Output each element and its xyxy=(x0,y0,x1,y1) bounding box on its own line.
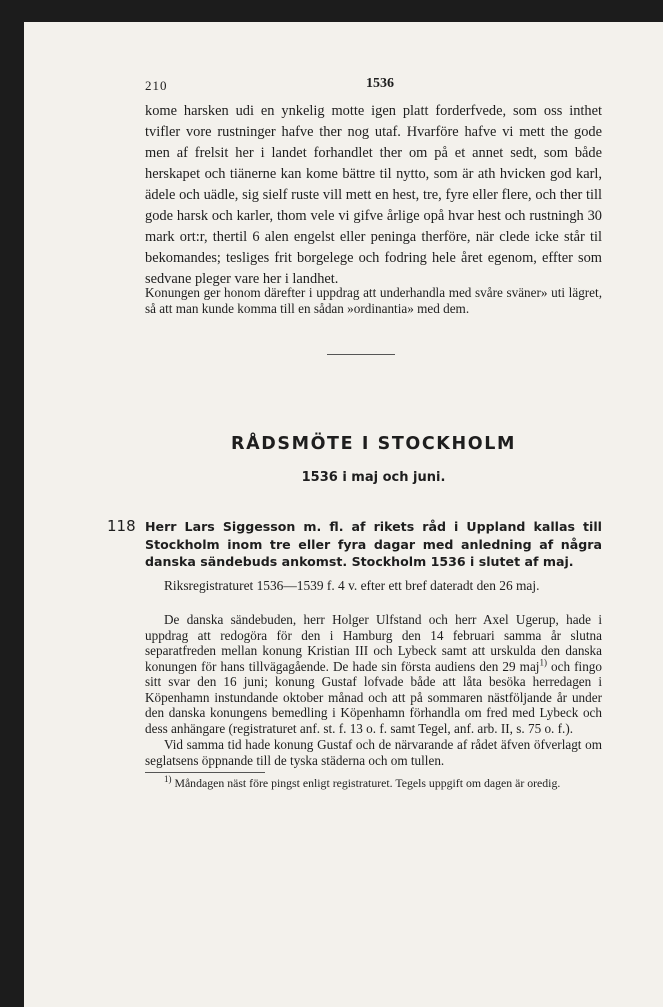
section-title: RÅDSMÖTE I STOCKHOLM xyxy=(231,434,516,454)
document-source: Riksregistraturet 1536—1539 f. 4 v. efter ett bref dateradt den 26 maj. xyxy=(164,578,540,593)
document-heading: Herr Lars Siggesson m. fl. af rikets råd i Uppland kallas till Stockholm inom tre eller fyra dagar med anledning af några danska sändebuds ankomst. Stockholm 1536 i slutet af maj. xyxy=(145,519,602,569)
section-date: 1536 i maj och juni. xyxy=(301,470,446,485)
footnote xyxy=(145,776,602,791)
paragraph-1-text-a: De danska sändebuden, herr Holger Ulfstand och herr Axel Ugerup, hade i uppdrag att redogöra för den i Hamburg den 14 februari samma år slutna separatfreden mellan konung Kristian III och Lybeck samt att urskulda den danska konungen för hans tillvägagående. De hade sin första audiens den 29 maj xyxy=(145,612,602,674)
section-divider xyxy=(327,354,395,355)
footnote-divider xyxy=(145,772,265,773)
document-paragraph-2: Vid samma tid hade konung Gustaf och de närvarande af rådet äfven öfverlagt om seglatsens öppnande till de tyska städerna och om tullen. xyxy=(145,737,602,768)
footnote-mark: 1) xyxy=(164,774,172,785)
document-paragraph-1 xyxy=(145,612,602,736)
page-number: 210 xyxy=(145,78,168,93)
note-paragraph: Konungen ger honom därefter i uppdrag att underhandla med svåre sväner» uti lägret, så att man kunde komma till en sådan »ordinantia» med dem. xyxy=(145,285,602,316)
paragraph-1-text-b: och fingo sitt svar den 16 juni; konung Gustaf lofvade både att låta besöka herredagen i Köpenhamn instundande oktober månad och att på sommaren nästföljande år under den danska konungens bemedling i Köpenhamn förhandla om fred med Lybeck och dess anhängare (registraturet anf. st. f. 13 o. f. samt Tegel, anf. arb. II, s. 75 o. f.). xyxy=(145,658,602,736)
top-paragraph: kome harsken udi en ynkelig motte igen platt forderfvede, som oss inthet tvifler vore rustninger hafve ther nog utaf. Hvarföre hafve vi mett the gode men af frelsit her i landet forhandlet ther om på et annet sedt, som både herskapet och tiänerne kan kome bättre til nytto, som är ath hvicken god karl, ädele och uädle, sig sielf ruste vill mett en hest, tre, fyre eller flere, och ther till gode harsk och karler, thom vele vi gifve årlige opå hvar hest och rustningh 30 mark ort:r, thertil 6 alen engelst eller peninga therföre, när clede icke står til bekomandes; tesliges frit borgelege och fodring hele året egenom, effter som sedvane pleger vare her i landhet. xyxy=(145,103,602,287)
footnote-text: Måndagen näst före pingst enligt registraturet. Tegels uppgift om dagen är oredig. xyxy=(171,776,561,790)
running-head-year: 1536 xyxy=(366,76,394,91)
footnote-reference: 1) xyxy=(539,657,547,668)
document-number: 118 xyxy=(107,517,136,535)
